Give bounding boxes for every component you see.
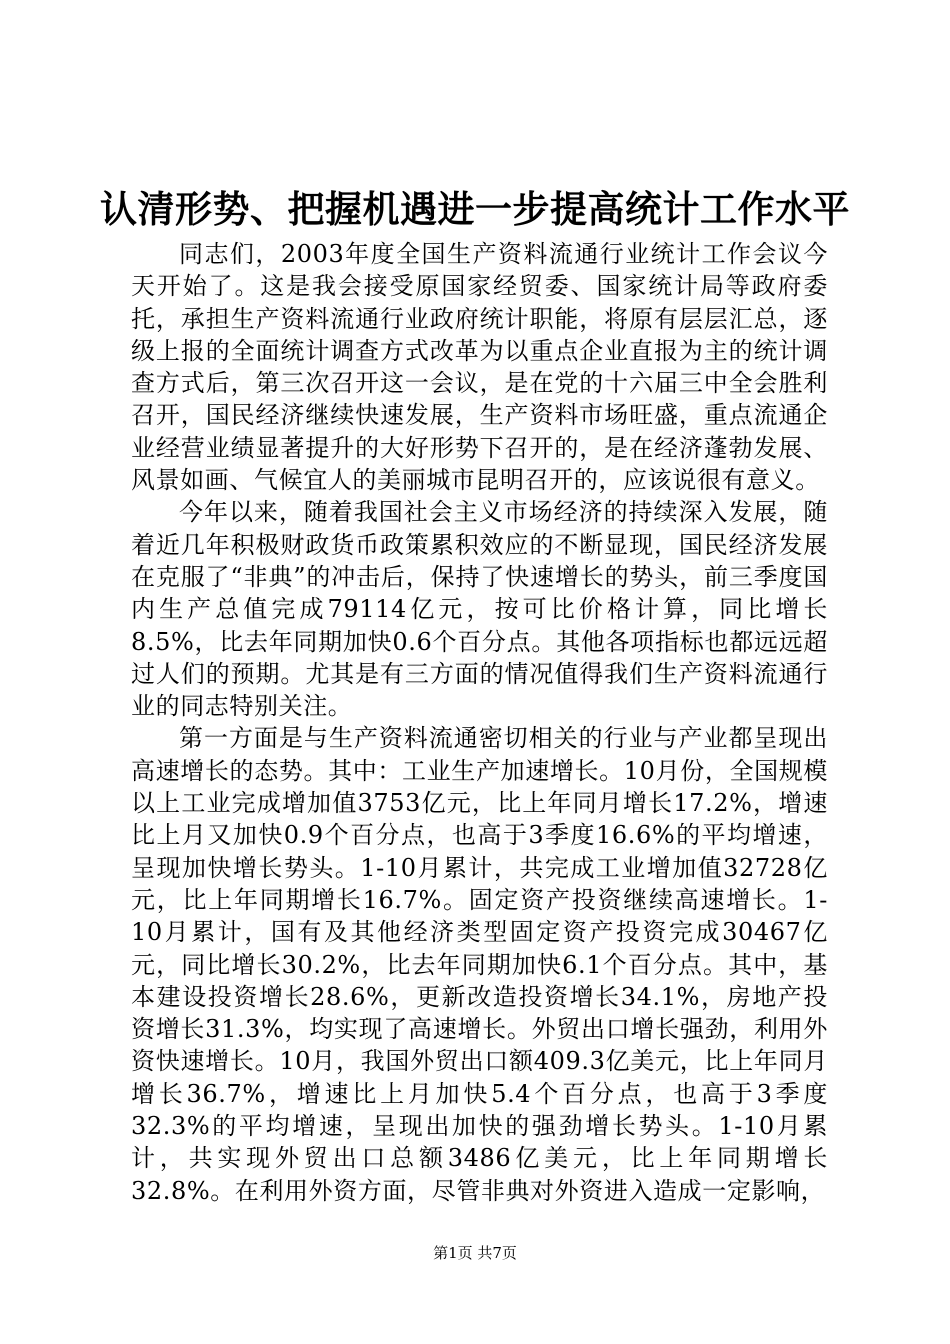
document-title: 认清形势、把握机遇进一步提高统计工作水平 bbox=[100, 187, 850, 231]
paragraph-1: 同志们，2003年度全国生产资料流通行业统计工作会议今天开始了。这是我会接受原国家经贸委、国家统计局等政府委托，承担生产资料流通行业政府统计职能，将原有层层汇总，逐级上报的全面统计调查方式改革为以重点企业直报为主的统计调查方式后，第三次召开这一会议，是在党的十六届三中全会胜利召开，国民经济继续快速发展，生产资料市场旺盛，重点流通企业经营业绩显著提升的大好形势下召开的，是在经济蓬勃发展、风景如画、气候宜人的美丽城市昆明召开的，应该说很有意义。 bbox=[131, 240, 828, 495]
document-body bbox=[131, 238, 828, 1207]
paragraph-2: 今年以来，随着我国社会主义市场经济的持续深入发展，随着近几年积极财政货币政策累积效应的不断显现，国民经济发展在克服了“非典”的冲击后，保持了快速增长的势头，前三季度国内生产总值完成79114亿元，按可比价格计算，同比增长8.5%，比去年同期加快0.6个百分点。其他各项指标也都远远超过人们的预期。尤其是有三方面的情况值得我们生产资料流通行业的同志特别关注。 bbox=[131, 498, 828, 721]
page-number-footer: 第1页 共7页 bbox=[433, 1244, 517, 1262]
paragraph-3: 第一方面是与生产资料流通密切相关的行业与产业都呈现出高速增长的态势。其中：工业生产加速增长。10月份，全国规模以上工业完成增加值3753亿元，比上年同月增长17.2%，增速比上月又加快0.9个百分点，也高于3季度16.6%的平均增速，呈现加快增长势头。1-10月累计，共完成工业增加值32728亿元，比上年同期增长16.7%。固定资产投资继续高速增长。1-10月累计，国有及其他经济类型固定资产投资完成30467亿元，同比增长30.2%，比去年同期加快6.1个百分点。其中，基本建设投资增长28.6%，更新改造投资增长34.1%，房地产投资增长31.3%，均实现了高速增长。外贸出口增长强劲，利用外资快速增长。10月，我国外贸出口额409.3亿美元，比上年同月增长36.7%，增速比上月加快5.4个百分点，也高于3季度32.3%的平均增速，呈现出加快的强劲增长势头。1-10月累计，共实现外贸出口总额3486亿美元，比上年同期增长32.8%。在利用外资方面，尽管非典对外资进入造成一定影响， bbox=[131, 724, 828, 1205]
